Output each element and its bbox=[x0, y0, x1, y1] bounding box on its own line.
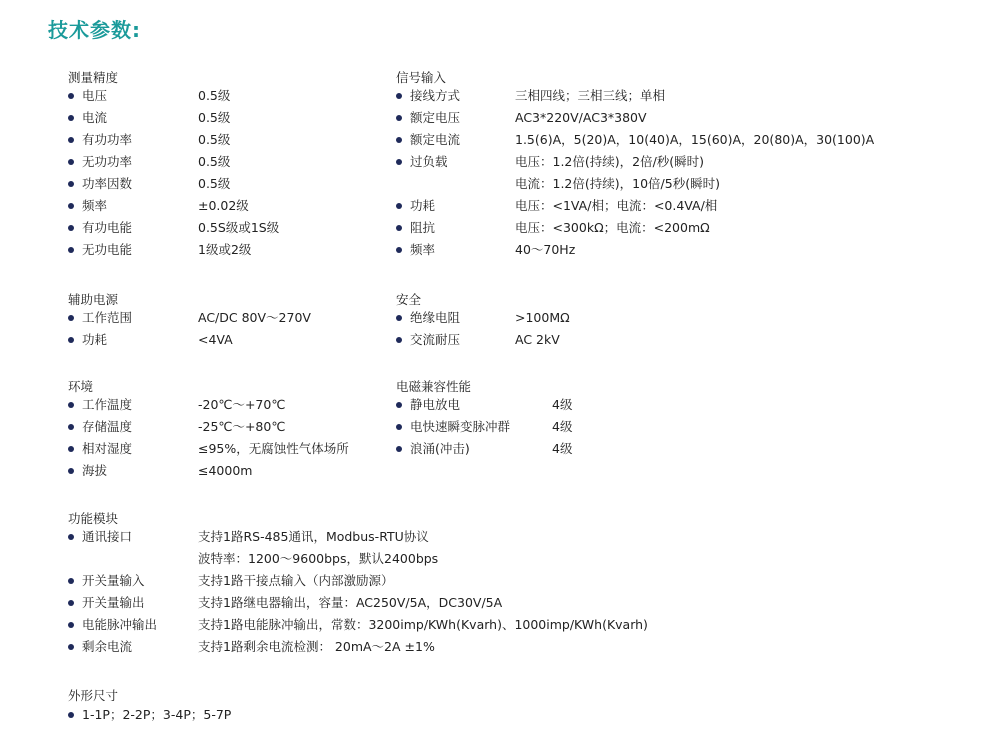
item-label: 过负载 bbox=[410, 154, 448, 169]
item-value: 0.5级 bbox=[198, 154, 231, 169]
item-value: ±0.02级 bbox=[198, 198, 249, 213]
item-value: 0.5级 bbox=[198, 110, 231, 125]
item-value: 1级或2级 bbox=[198, 242, 252, 257]
item-label: 绝缘电阻 bbox=[410, 310, 461, 325]
item-value: 电压：1.2倍(持续)，2倍/秒(瞬时) bbox=[515, 154, 705, 169]
item-value: AC3*220V/AC3*380V bbox=[515, 110, 647, 125]
bullet-icon bbox=[68, 712, 74, 718]
bullet-icon bbox=[396, 203, 402, 209]
item-value: 支持1路电能脉冲输出，常数：3200imp/KWh(Kvarh)、1000imp/KWh(Kvarh) bbox=[198, 617, 648, 632]
bullet-icon bbox=[68, 446, 74, 452]
item-value: -20℃～+70℃ bbox=[198, 397, 286, 412]
section-title-shape: 外形尺寸 bbox=[68, 688, 119, 703]
item-value: 支持1路继电器输出，容量：AC250V/5A，DC30V/5A bbox=[198, 595, 503, 610]
item-value: ≤4000m bbox=[198, 463, 253, 478]
bullet-icon bbox=[396, 159, 402, 165]
item-value: 0.5S级或1S级 bbox=[198, 220, 280, 235]
item-label: 开关量输出 bbox=[82, 595, 145, 610]
bullet-icon bbox=[396, 337, 402, 343]
section-title-measure: 测量精度 bbox=[68, 70, 119, 85]
item-value: 电压：<300kΩ；电流：<200mΩ bbox=[515, 220, 710, 235]
bullet-icon bbox=[68, 337, 74, 343]
bullet-icon bbox=[396, 315, 402, 321]
item-value: 支持1路RS-485通讯，Modbus-RTU协议 bbox=[198, 529, 429, 544]
item-value-continued: 电流：1.2倍(持续)，10倍/5秒(瞬时) bbox=[515, 176, 720, 191]
item-label: 交流耐压 bbox=[410, 332, 461, 347]
item-label: 频率 bbox=[82, 198, 108, 213]
bullet-icon bbox=[68, 115, 74, 121]
item-label: 功率因数 bbox=[82, 176, 133, 191]
item-label: 频率 bbox=[410, 242, 436, 257]
item-label: 1-1P；2-2P；3-4P；5-7P bbox=[82, 707, 232, 722]
bullet-icon bbox=[68, 424, 74, 430]
bullet-icon bbox=[396, 424, 402, 430]
item-label: 额定电流 bbox=[410, 132, 461, 147]
section-title-func: 功能模块 bbox=[68, 511, 119, 526]
item-label: 电快速瞬变脉冲群 bbox=[410, 419, 511, 434]
item-label: 浪涌(冲击) bbox=[410, 441, 470, 456]
item-value: 0.5级 bbox=[198, 88, 231, 103]
item-label: 有功电能 bbox=[82, 220, 133, 235]
item-label: 通讯接口 bbox=[82, 529, 133, 544]
item-label: 额定电压 bbox=[410, 110, 461, 125]
item-value: 支持1路剩余电流检测： 20mA～2A ±1% bbox=[198, 639, 435, 654]
item-label: 有功功率 bbox=[82, 132, 133, 147]
bullet-icon bbox=[68, 181, 74, 187]
bullet-icon bbox=[68, 600, 74, 606]
bullet-icon bbox=[396, 446, 402, 452]
item-value: 支持1路干接点输入（内部激励源） bbox=[198, 573, 394, 588]
item-label: 剩余电流 bbox=[82, 639, 133, 654]
section-title-env: 环境 bbox=[68, 379, 94, 394]
item-label: 无功电能 bbox=[82, 242, 133, 257]
item-label: 电压 bbox=[82, 88, 108, 103]
item-label: 海拔 bbox=[82, 463, 108, 478]
section-title-safety: 安全 bbox=[396, 292, 422, 307]
section-title-emc: 电磁兼容性能 bbox=[396, 379, 472, 394]
bullet-icon bbox=[68, 93, 74, 99]
item-value: AC 2kV bbox=[515, 332, 560, 347]
item-label: 开关量输入 bbox=[82, 573, 145, 588]
bullet-icon bbox=[68, 534, 74, 540]
bullet-icon bbox=[68, 468, 74, 474]
item-value: ≤95%，无腐蚀性气体场所 bbox=[198, 441, 349, 456]
bullet-icon bbox=[396, 115, 402, 121]
item-label: 电流 bbox=[82, 110, 108, 125]
item-label: 存储温度 bbox=[82, 419, 133, 434]
item-label: 相对湿度 bbox=[82, 441, 133, 456]
bullet-icon bbox=[68, 622, 74, 628]
item-value: -25℃～+80℃ bbox=[198, 419, 286, 434]
item-value: AC/DC 80V～270V bbox=[198, 310, 311, 325]
bullet-icon bbox=[68, 644, 74, 650]
item-value-continued: 波特率：1200～9600bps，默认2400bps bbox=[198, 551, 439, 566]
item-value: <4VA bbox=[198, 332, 233, 347]
section-title-signal: 信号输入 bbox=[396, 70, 447, 85]
item-label: 阻抗 bbox=[410, 220, 436, 235]
item-label: 接线方式 bbox=[410, 88, 461, 103]
item-value: 电压：<1VA/相；电流：<0.4VA/相 bbox=[515, 198, 718, 213]
item-label: 工作范围 bbox=[82, 310, 133, 325]
bullet-icon bbox=[396, 225, 402, 231]
bullet-icon bbox=[68, 159, 74, 165]
bullet-icon bbox=[396, 137, 402, 143]
item-value: 0.5级 bbox=[198, 176, 231, 191]
bullet-icon bbox=[396, 402, 402, 408]
item-value: 4级 bbox=[552, 397, 573, 412]
bullet-icon bbox=[396, 93, 402, 99]
bullet-icon bbox=[68, 402, 74, 408]
item-label: 无功功率 bbox=[82, 154, 133, 169]
bullet-icon bbox=[68, 225, 74, 231]
item-label: 静电放电 bbox=[410, 397, 461, 412]
bullet-icon bbox=[68, 203, 74, 209]
item-value: 4级 bbox=[552, 441, 573, 456]
item-value: 0.5级 bbox=[198, 132, 231, 147]
item-value: 三相四线；三相三线；单相 bbox=[515, 88, 666, 103]
item-label: 电能脉冲输出 bbox=[82, 617, 158, 632]
item-value: >100MΩ bbox=[515, 310, 570, 325]
item-label: 功耗 bbox=[82, 332, 108, 347]
page-title: 技术参数: bbox=[48, 18, 141, 42]
item-label: 功耗 bbox=[410, 198, 436, 213]
bullet-icon bbox=[68, 315, 74, 321]
bullet-icon bbox=[68, 137, 74, 143]
item-value: 4级 bbox=[552, 419, 573, 434]
item-value: 1.5(6)A，5(20)A，10(40)A，15(60)A，20(80)A，30(100)A bbox=[515, 132, 875, 147]
item-value: 40～70Hz bbox=[515, 242, 576, 257]
bullet-icon bbox=[396, 247, 402, 253]
bullet-icon bbox=[68, 578, 74, 584]
item-label: 工作温度 bbox=[82, 397, 133, 412]
bullet-icon bbox=[68, 247, 74, 253]
section-title-aux: 辅助电源 bbox=[68, 292, 119, 307]
